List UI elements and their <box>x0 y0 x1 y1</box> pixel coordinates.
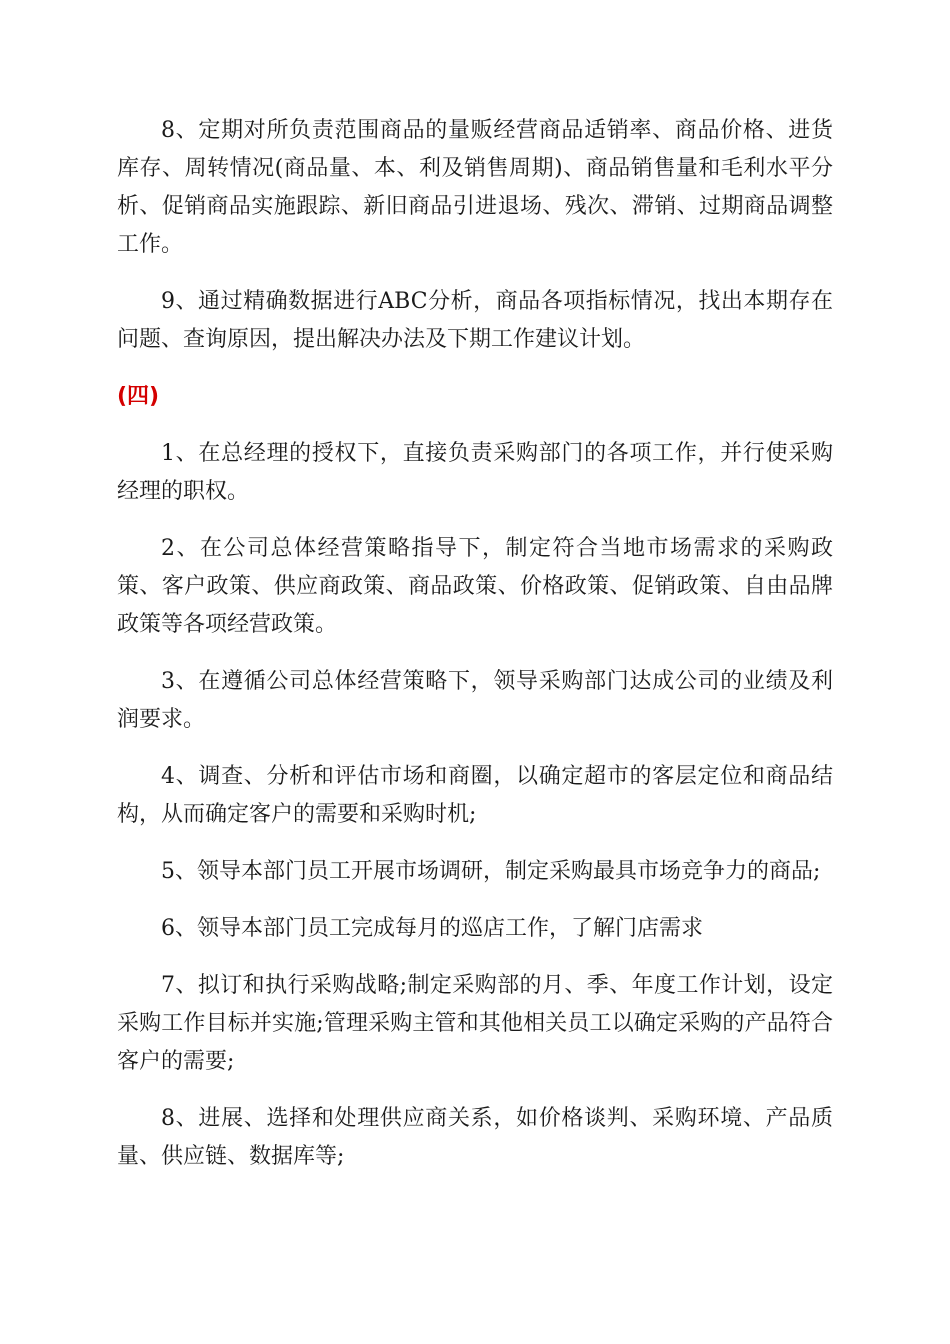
section-heading: (四) <box>117 384 160 409</box>
paragraph-item-8: 8、定期对所负责范围商品的量贩经营商品适销率、商品价格、进货库存、周转情况(商品量、本、利及销售周期)、商品销售量和毛利水平分析、促销商品实施跟踪、新旧商品引进退场、残次、滞销、过期商品调整工作。 <box>117 118 833 257</box>
paragraph-section-item-1: 1、在总经理的授权下，直接负责采购部门的各项工作，并行使采购经理的职权。 <box>117 441 833 504</box>
paragraph-section-item-3: 3、在遵循公司总体经营策略下，领导采购部门达成公司的业绩及利润要求。 <box>117 669 833 732</box>
paragraph-section-item-2: 2、在公司总体经营策略指导下，制定符合当地市场需求的采购政策、客户政策、供应商政策、商品政策、价格政策、促销政策、自由品牌政策等各项经营政策。 <box>117 536 833 637</box>
paragraph-section-item-6: 6、领导本部门员工完成每月的巡店工作，了解门店需求 <box>161 916 703 941</box>
document-body <box>117 112 833 1195</box>
paragraph-section-item-4: 4、调查、分析和评估市场和商圈，以确定超市的客层定位和商品结构，从而确定客户的需要和采购时机; <box>117 764 833 827</box>
paragraph-section-item-5: 5、领导本部门员工开展市场调研，制定采购最具市场竞争力的商品; <box>161 859 821 884</box>
paragraph-section-item-7: 7、拟订和执行采购战略;制定采购部的月、季、年度工作计划，设定采购工作目标并实施;管理采购主管和其他相关员工以确定采购的产品符合客户的需要; <box>117 973 833 1074</box>
paragraph-section-item-8: 8、进展、选择和处理供应商关系，如价格谈判、采购环境、产品质量、供应链、数据库等; <box>117 1106 833 1169</box>
paragraph-item-9: 9、通过精确数据进行ABC分析，商品各项指标情况，找出本期存在问题、查询原因，提出解决办法及下期工作建议计划。 <box>117 289 833 352</box>
